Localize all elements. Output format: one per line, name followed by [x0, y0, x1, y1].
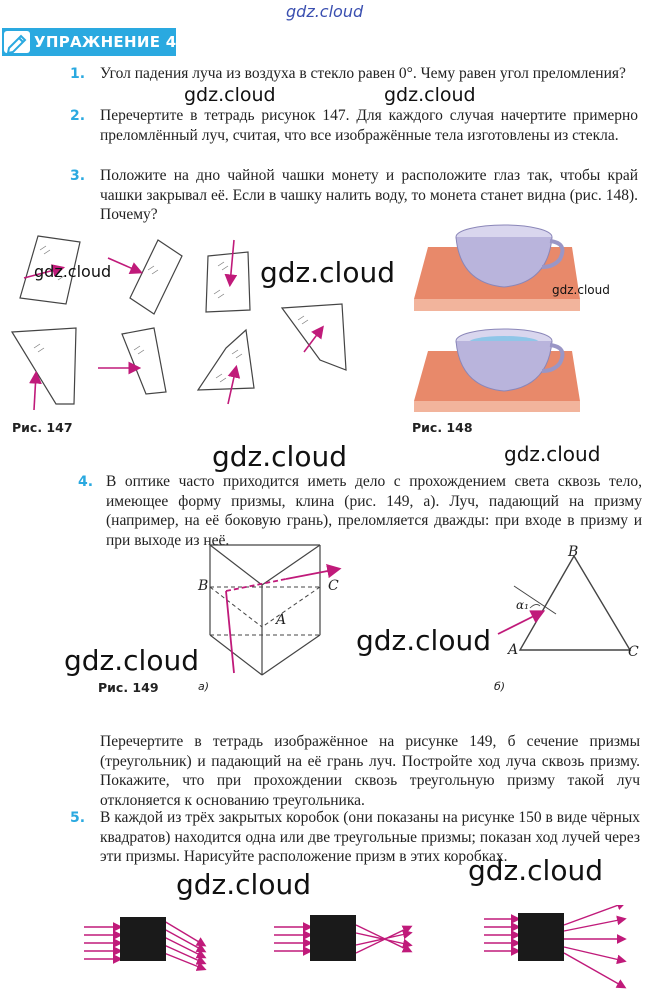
watermark-7: gdz.cloud [504, 442, 601, 466]
watermark-2: gdz.cloud [384, 84, 476, 106]
label-a-prism: A [276, 612, 287, 628]
question-4-text: В оптике часто приходится иметь дело с прохождением света сквозь тело, имеющее форму призмы, клина (рис. 149, а). Луч, падающий на призму (например, на её боковую грань), преломляется дважды: при входе в призму и при выходе из неё. [106, 473, 642, 549]
figure-149a-prism [190, 535, 350, 685]
figure-150-boxes [80, 905, 640, 995]
question-4-task-text: Перечертите в тетрадь изображённое на рисунке 149, б сечение призмы (треугольник) и падающий на её грань луч. Постройте ход луча сквозь призму. Покажите, что при прохождении сквозь треугольную призму такой луч отклоняется к основанию треугольника. [100, 733, 640, 809]
watermark-3: gdz.cloud [34, 262, 112, 281]
question-4-number: 4. [78, 474, 94, 490]
question-3-text: Положите на дно чайной чашки монету и расположите глаз так, чтобы край чашки закрывал её. Если в чашку налить воду, то монета станет видна (рис. 148). Почему? [100, 167, 638, 223]
watermark-6: gdz.cloud [212, 440, 347, 473]
watermark-4: gdz.cloud [260, 256, 395, 289]
question-1-number: 1. [70, 66, 86, 82]
watermark-9: gdz.cloud [64, 644, 199, 677]
figure-149-caption: Рис. 149 [98, 680, 159, 695]
label-a-triangle: A [508, 642, 519, 658]
watermark-11: gdz.cloud [468, 854, 603, 887]
watermark-10: gdz.cloud [176, 868, 311, 901]
figure-148-diagram [410, 215, 585, 415]
label-b-prism: B [198, 578, 209, 594]
question-5-text: В каждой из трёх закрытых коробок (они показаны на рисунке 150 в виде чёрных квадратов) находится одна или две треугольные призмы; показан ход лучей через эти призмы. Нарисуйте расположение призм в этих коробках. [100, 809, 640, 865]
figure-149b-label: б) [494, 680, 506, 693]
watermark-1: gdz.cloud [184, 84, 276, 106]
figure-147-caption: Рис. 147 [12, 420, 73, 435]
label-c-triangle: C [628, 644, 639, 660]
question-3-number: 3. [70, 168, 86, 184]
watermark-top: gdz.cloud [286, 2, 364, 21]
label-b-triangle: B [568, 544, 579, 560]
pencil-icon [4, 31, 30, 53]
exercise-title: УПРАЖНЕНИЕ 47 [34, 33, 188, 51]
watermark-5: gdz.cloud [552, 283, 610, 297]
label-alpha: α₁ [516, 598, 529, 612]
figure-148-caption: Рис. 148 [412, 420, 473, 435]
question-1-text: Угол падения луча из воздуха в стекло равен 0°. Чему равен угол преломления? [100, 65, 626, 82]
question-2-number: 2. [70, 108, 86, 124]
question-2-text: Перечертите в тетрадь рисунок 147. Для каждого случая начертите примерно преломлённый луч, считая, что все изображённые тела изготовлены из стекла. [100, 107, 638, 144]
figure-149a-label: а) [198, 680, 210, 693]
watermark-8: gdz.cloud [356, 624, 491, 657]
question-5-number: 5. [70, 810, 86, 826]
label-c-prism: C [328, 578, 339, 594]
